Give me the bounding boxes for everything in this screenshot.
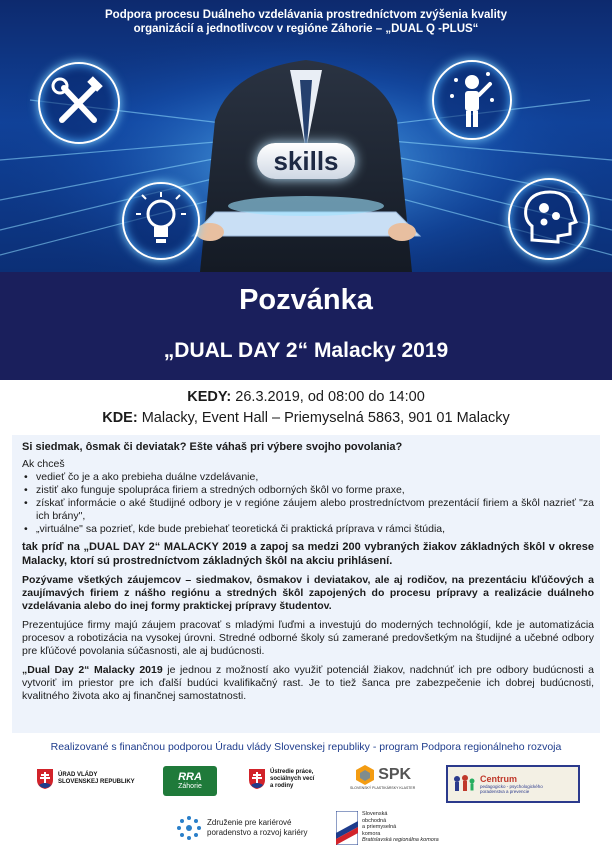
dots-circle-icon [176,815,202,841]
logo-spk [350,764,415,790]
list-item: • získať informácie o aké študijné odbory je v regióne záujem alebo prostredníctvom prezentácií firiem a škôl nazrieť "za ich brány", [36,497,594,523]
where-label: KDE: [102,410,138,426]
komora-label-5: Bratislavská regionálna komora [362,837,439,843]
closing-bold: „Dual Day 2“ Malacky 2019 [22,664,163,676]
logo-ustredie [248,768,314,790]
urad-label-1: ÚRAD VLÁDY [58,772,98,778]
companies-paragraph: Prezentujúce firmy majú záujem pracovať s mladými ľuďmi a investujú do moderných technológií, kde je automatizácia procesov a robotizácia na vysokej úrovni. Stredné odborné školy sú zamerané predovšetkým na študijné a učebné odbory pre kľúčové povolania súčasnosti, ale aj budúcnosti. [22,619,594,657]
rra-label-1: RRA [178,770,202,783]
project-header-line2: organizácií a jednotlivcov v regióne Záhorie – „DUAL Q -PLUS“ [133,23,479,35]
header-banner [0,0,612,380]
centrum-label-3: poradenstva a prevencie [480,788,530,794]
hero-image [0,0,612,272]
list-item: • „virtuálne" sa pozrieť, kde bude prebiehať teoretická či praktická príprava v rámci štúdia, [36,523,594,536]
komora-label-2: obchodná [362,817,387,824]
hexagon-icon [354,764,376,786]
project-header-line1: Podpora procesu Duálneho vzdelávania prostredníctvom zvýšenia kvality [105,9,507,21]
question-heading: Si siedmak, ôsmak či deviatak? Ešte váhaš pri výbere svojho povolania? [22,441,403,453]
skills-label: skills [273,145,339,176]
spk-label: SPK [378,766,412,783]
komora-label-4: komora [362,830,381,837]
when-label: KEDY: [187,389,232,405]
logo-zdruzenie [176,815,308,841]
komora-label-1: Slovenská [362,811,388,817]
benefits-list [22,471,594,536]
rra-label-2: Záhorie [178,782,202,790]
spk-sublabel: SLOVENSKÝ PLASTIKÁRSKY KLASTER [350,786,416,790]
logo-urad-vlady [36,768,135,790]
centrum-label-2: pedagogicko - psychologického [480,783,543,789]
where-value: Malacky, Event Hall – Priemyselná 5863, 901 01 Malacky [137,410,510,426]
list-item: • zistiť ako funguje spolupráca firiem a stredných odborných škôl vo forme praxe, [36,484,594,497]
event-where [0,410,612,426]
invitation-paragraph: Pozývame všetkých záujemcov – siedmakov, ôsmakov i deviatakov, ale aj rodičov, na prezentáciu kľúčových a zaujímavých firiem z nášho regiónu a stredných škôl zapojených do procesu prípravy a realizácie duálneho vzdelávania alebo do inej formy praktickej prípravy študentov. [22,574,594,612]
lead-text: Ak chceš [22,458,65,470]
event-title: „DUAL DAY 2“ Malacky 2019 [163,339,449,362]
urad-label-2: SLOVENSKEJ REPUBLIKY [58,779,135,785]
lightbulb-icon [122,182,200,260]
logo-centrum [446,765,580,803]
content-panel [12,435,600,733]
slovak-coat-of-arms-icon [248,768,266,790]
when-value: 26.3.2019, od 08:00 do 14:00 [231,389,425,405]
ustredie-label-3: a rodiny [270,782,294,789]
funding-note: Realizované s finančnou podporou Úradu vlády Slovenskej republiky - program Podpora regionálneho rozvoja [50,741,562,753]
call-to-action: tak príď na „DUAL DAY 2“ MALACKY 2019 a zapoj sa medzi 200 vybraných žiakov základných škôl v okrese Malacky, ktorí sú prostredníctvom základných škôl na akciu prihlásení. [22,541,594,567]
logo-rra-zahorie [163,766,217,796]
page-title: Pozvánka [239,284,373,316]
centrum-label-1: Centrum [480,773,518,784]
event-when [0,389,612,405]
skills-badge [257,143,355,179]
zdruzenie-label-1: Združenie pre kariérové [207,818,292,827]
list-item: • vedieť čo je a ako prebieha duálne vzdelávanie, [36,471,594,484]
logo-komora [336,811,439,845]
content-text [22,441,594,703]
tools-icon [38,62,120,144]
ustredie-label-1: Ústredie práce, [270,768,314,775]
slovak-coat-of-arms-icon [36,768,54,790]
closing-paragraph [22,664,594,703]
komora-label-3: a priemyselná [362,824,397,830]
figures-icon [451,773,477,795]
flag-stripes-icon [336,811,358,845]
person-icon [432,60,512,140]
zdruzenie-label-2: poradenstvo a rozvoj kariéry [207,828,308,837]
head-gears-icon [508,178,590,260]
ustredie-label-2: sociálnych vecí [270,775,315,782]
closing-rest: je jednou z možností ako využiť potenciál žiakov, nadchnúť ich pre odbory budúcnosti a vytvoriť im priestor pre ich ďalší budúci kvalifikačný rast. Je to tiež šanca pre zabezpečenie ich dobrej budúcnosti, kvalitného života ako aj finančnej samostatnosti. [22,664,595,702]
project-header [0,8,612,36]
